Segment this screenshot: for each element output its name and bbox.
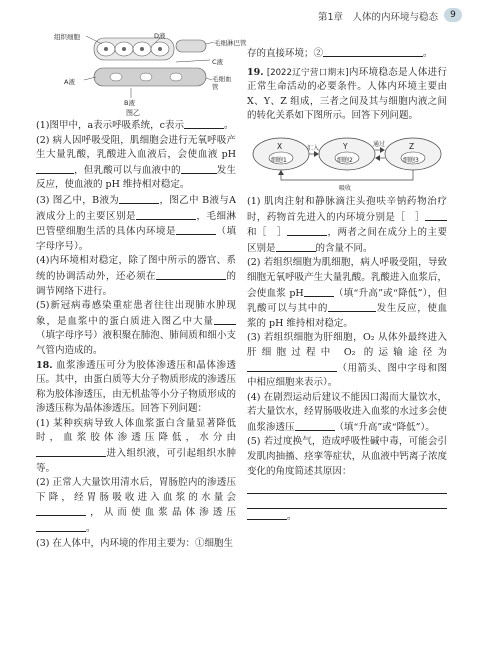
q18-3: (3) 在人体中，内环境的作用主要为：①细胞生 [36, 537, 233, 549]
q17-2: (2) 病人因呼吸受阻，肌细胞会进行无氧呼吸产生大量乳酸，乳酸进入血液后，会使血液 pH，但乳酸可以与血液中的 发生反应，使血液的 pH 维持相对稳定。 [36, 134, 236, 191]
q19-2: (2) 若组织细胞为肌细胞，病人呼吸受阻，导致细胞无氧呼吸产生大量乳酸。乳酸进入血浆后，会使血浆 pH （填“升高”或“降低”），但乳酸可以与其中的 发生反应，使血浆的 pH 维持相对稳定。 [247, 257, 447, 329]
q17-1: (1)图甲中，a表示呼吸系统，c表示 。 [36, 120, 234, 131]
page-number: 9 [444, 8, 462, 22]
blank[interactable] [328, 301, 376, 312]
blank[interactable] [247, 509, 287, 520]
page-header [0, 0, 480, 30]
q19-4: (4) 在剧烈运动后建议不能因口渴而大量饮水，若大量饮水，经胃肠吸收进入血浆的水过多会使血浆渗透压 （填“升高”或“降低”）。 [247, 391, 447, 433]
label-capillary: 毛细血管 [212, 75, 232, 91]
blank[interactable] [181, 163, 217, 174]
q17-4: (4)内环境相对稳定，除了图中所示的器官、系统的协调活动外，还必须在 的调节网络下进行。 [36, 255, 236, 297]
node-z: Z [409, 141, 415, 151]
q19-intro: 19. [2022辽宁营口期末]内环境稳态是人体进行正常生命活动的必要条件。人体内环境主要由 X、Y、Z 组成，三者之间及其与细胞内液之间的转化关系如下图所示。回答下列问题。 [247, 66, 447, 122]
blank[interactable] [304, 286, 334, 297]
blank[interactable] [295, 420, 335, 431]
q17-3: (3) 图乙中，B液为 ，图乙中 B液与A液成分上的主要区别是 ，毛细淋巴管壁细胞生活的具体内环境是 （填字母序号）。 [36, 194, 236, 252]
q17-5: (5)新冠病毒感染重症患者往往出现肺水肿现象，是血浆中的蛋白质进入图乙中大量（填字母序号）液积聚在肺泡、肺间质和细小支气管内造成的。 [36, 300, 236, 356]
left-column [36, 32, 247, 551]
blank[interactable] [214, 314, 236, 325]
node-y: Y [343, 141, 348, 151]
blank[interactable] [323, 46, 423, 57]
q18-2: (2) 正常人大量饮用清水后，胃肠腔内的渗透压下降，经胃肠吸收进入血浆的水量会，从而使血浆晶体渗透压。 [36, 477, 236, 535]
label-d-fluid: D液 [154, 32, 166, 40]
chapter-title: 第1章 人体的内环境与稳态 [317, 12, 438, 23]
blank[interactable] [36, 505, 86, 516]
blank[interactable] [176, 224, 216, 235]
blank[interactable] [36, 163, 74, 174]
label-capillary-lymph: 毛细淋巴管 [214, 39, 247, 47]
blank[interactable] [36, 521, 86, 532]
blank[interactable] [425, 210, 447, 221]
blank[interactable] [119, 193, 159, 204]
right-column [247, 46, 447, 525]
blank[interactable] [247, 361, 337, 372]
q19-1: (1) 肌肉注射和静脉滴注头孢呋辛钠药物治疗时，药物首先进入的内环境分别是［ ］和［ ］ ，两者之间在成分上的主要区别是 的含量不同。 [247, 195, 447, 254]
node-cell3: 细胞3 [403, 156, 419, 164]
label-hui-ru: 汇入 [307, 144, 320, 152]
label-tissue-cell: 组织细胞 [54, 33, 80, 41]
node-x: X [277, 141, 283, 151]
label-a-fluid: A液 [64, 78, 75, 86]
label-tong-guo: 通过 [373, 140, 386, 148]
answer-line[interactable] [247, 479, 447, 494]
blank[interactable] [276, 241, 316, 252]
q19-5-end: 。 [247, 509, 447, 525]
figure-caption: 图乙 [126, 109, 140, 117]
blank[interactable] [136, 209, 196, 220]
q18-1: (1) 某种疾病导致人体血浆蛋白含量显著降低时，血浆胶体渗透压降低，水分由进入组织液，可引起组织水肿等。 [36, 417, 236, 474]
q18-intro: 18. 血浆渗透压可分为胶体渗透压和晶体渗透压。其中，由蛋白质等大分子物质形成的渗透压称为胶体渗透压，由无机盐等小分子物质形成的渗透压称为晶体渗透压。回答下列问题： [36, 359, 236, 415]
label-xi-shou: 吸收 [339, 184, 352, 192]
blank[interactable] [156, 269, 226, 280]
node-cell1: 细胞1 [271, 156, 287, 164]
blank[interactable] [36, 446, 106, 457]
q19-5: (5) 若过度换气，造成呼吸性碱中毒，可能会引发肌肉抽搐、痉挛等症状，从血液中钙离子浓度变化的角度简述其原因： [247, 436, 447, 477]
q18-3-cont: 存的直接环境；② 。 [247, 48, 433, 59]
q19-3: (3) 若组织细胞为肝细胞，O₂ 从体外最终进入肝细胞过程中 O₂ 的运输途径为（用箭头、图中字母和图中相应细胞来表示）。 [247, 332, 447, 389]
blank[interactable] [184, 118, 224, 129]
node-cell2: 细胞2 [337, 156, 353, 164]
figure-yi [36, 32, 247, 118]
label-c-fluid: C液 [212, 58, 224, 66]
answer-line[interactable] [247, 494, 447, 509]
q19-diagram [247, 128, 447, 192]
label-b-fluid: B液 [124, 99, 135, 107]
blank[interactable] [287, 225, 327, 236]
